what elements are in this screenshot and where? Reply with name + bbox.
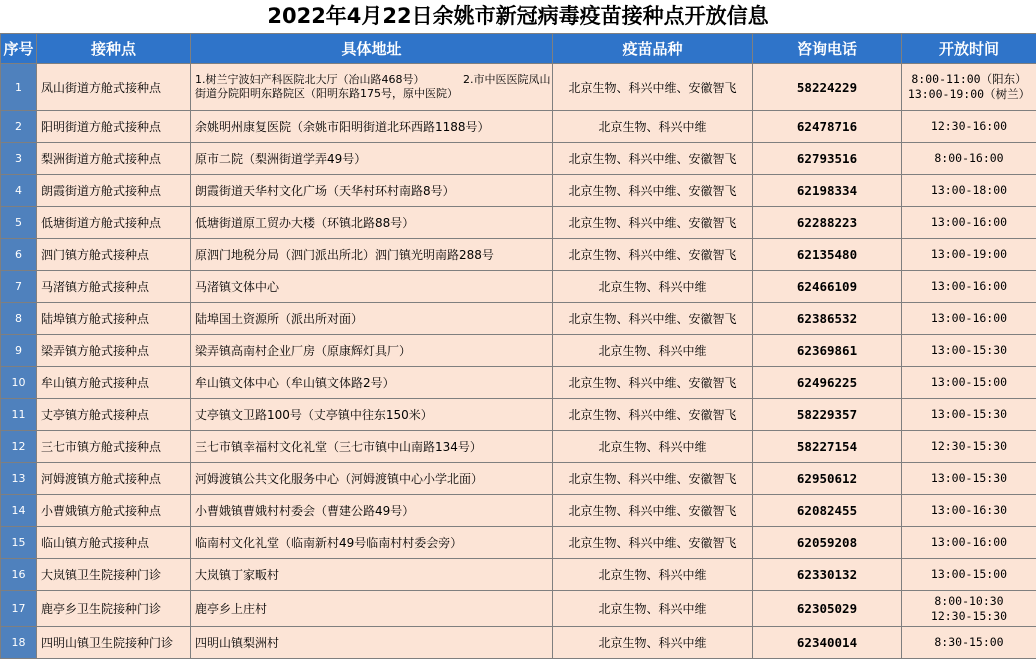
row-hours-line1: 13:00-16:00 <box>930 311 1008 325</box>
row-index: 1 <box>1 64 37 111</box>
row-address: 牟山镇文体中心（牟山镇文体路2号） <box>191 367 553 399</box>
row-site: 牟山镇方舱式接种点 <box>37 367 191 399</box>
header-address: 具体地址 <box>191 34 553 64</box>
row-address: 临南村文化礼堂（临南新村49号临南村村委会旁） <box>191 527 553 559</box>
row-site: 四明山镇卫生院接种门诊 <box>37 627 191 659</box>
row-address: 河姆渡镇公共文化服务中心（河姆渡镇中心小学北面） <box>191 463 553 495</box>
table-row <box>1 111 1036 143</box>
row-phone: 58224229 <box>753 64 902 111</box>
row-vaccine: 北京生物、科兴中维、安徽智飞 <box>553 239 753 271</box>
row-phone: 62478716 <box>753 111 902 143</box>
row-phone: 62466109 <box>753 271 902 303</box>
table-row <box>1 175 1036 207</box>
header-vaccine: 疫苗品种 <box>553 34 753 64</box>
table-row <box>1 431 1036 463</box>
row-hours-line1: 13:00-15:30 <box>930 407 1008 421</box>
row-index: 13 <box>1 463 37 495</box>
row-hours-line1: 13:00-16:00 <box>930 535 1008 549</box>
row-vaccine: 北京生物、科兴中维 <box>553 335 753 367</box>
table-row <box>1 367 1036 399</box>
row-hours <box>902 175 1036 207</box>
row-hours-line1: 12:30-16:00 <box>930 119 1008 133</box>
table-row <box>1 303 1036 335</box>
row-address: 陆埠国土资源所（派出所对面） <box>191 303 553 335</box>
row-hours <box>902 239 1036 271</box>
row-hours <box>902 143 1036 175</box>
row-phone: 62198334 <box>753 175 902 207</box>
row-phone: 58229357 <box>753 399 902 431</box>
row-hours-line1: 12:30-15:30 <box>930 439 1008 453</box>
row-hours <box>902 559 1036 591</box>
row-hours <box>902 627 1036 659</box>
table-row <box>1 239 1036 271</box>
row-hours <box>902 111 1036 143</box>
row-vaccine: 北京生物、科兴中维 <box>553 559 753 591</box>
row-phone: 62386532 <box>753 303 902 335</box>
row-index: 16 <box>1 559 37 591</box>
row-site: 阳明街道方舱式接种点 <box>37 111 191 143</box>
row-hours-line1: 8:00-11:00（阳东） <box>911 72 1027 86</box>
table-row <box>1 335 1036 367</box>
row-index: 17 <box>1 591 37 627</box>
row-index: 3 <box>1 143 37 175</box>
row-site: 河姆渡镇方舱式接种点 <box>37 463 191 495</box>
row-site: 陆埠镇方舱式接种点 <box>37 303 191 335</box>
row-phone: 62082455 <box>753 495 902 527</box>
vaccination-sites-table <box>0 33 1036 659</box>
row-index: 6 <box>1 239 37 271</box>
row-phone: 62340014 <box>753 627 902 659</box>
row-phone: 62288223 <box>753 207 902 239</box>
row-address: 原泗门地税分局（泗门派出所北）泗门镇光明南路288号 <box>191 239 553 271</box>
row-vaccine: 北京生物、科兴中维、安徽智飞 <box>553 527 753 559</box>
row-hours-line1: 13:00-15:00 <box>930 375 1008 389</box>
row-site: 鹿亭乡卫生院接种门诊 <box>37 591 191 627</box>
row-site: 梨洲街道方舱式接种点 <box>37 143 191 175</box>
row-hours <box>902 64 1036 111</box>
row-hours-line1: 8:00-10:30 <box>934 593 1004 608</box>
table-row <box>1 207 1036 239</box>
row-address: 四明山镇梨洲村 <box>191 627 553 659</box>
row-hours-line1: 8:30-15:00 <box>934 635 1004 649</box>
row-site: 低塘街道方舱式接种点 <box>37 207 191 239</box>
row-hours <box>902 335 1036 367</box>
row-vaccine: 北京生物、科兴中维、安徽智飞 <box>553 463 753 495</box>
row-hours <box>902 207 1036 239</box>
row-hours <box>902 495 1036 527</box>
row-site: 大岚镇卫生院接种门诊 <box>37 559 191 591</box>
row-hours <box>902 591 1036 627</box>
row-address: 梁弄镇高南村企业厂房（原康辉灯具厂） <box>191 335 553 367</box>
row-vaccine: 北京生物、科兴中维、安徽智飞 <box>553 303 753 335</box>
row-index: 9 <box>1 335 37 367</box>
row-index: 18 <box>1 627 37 659</box>
table-row <box>1 627 1036 659</box>
row-phone: 62059208 <box>753 527 902 559</box>
row-hours-line2: 13:00-19:00（树兰） <box>907 87 1031 101</box>
row-vaccine: 北京生物、科兴中维 <box>553 111 753 143</box>
row-site: 三七市镇方舱式接种点 <box>37 431 191 463</box>
row-phone: 58227154 <box>753 431 902 463</box>
row-address: 鹿亭乡上庄村 <box>191 591 553 627</box>
row-address: 余姚明州康复医院（余姚市阳明街道北环西路1188号） <box>191 111 553 143</box>
row-index: 2 <box>1 111 37 143</box>
row-vaccine: 北京生物、科兴中维、安徽智飞 <box>553 64 753 111</box>
row-vaccine: 北京生物、科兴中维 <box>553 431 753 463</box>
row-phone: 62950612 <box>753 463 902 495</box>
row-vaccine: 北京生物、科兴中维 <box>553 591 753 627</box>
row-address: 三七市镇幸福村文化礼堂（三七市镇中山南路134号） <box>191 431 553 463</box>
header-hours: 开放时间 <box>902 34 1036 64</box>
row-phone: 62793516 <box>753 143 902 175</box>
row-hours-line1: 8:00-16:00 <box>934 151 1004 165</box>
page-title: 2022年4月22日余姚市新冠病毒疫苗接种点开放信息 <box>267 4 769 28</box>
row-phone: 62369861 <box>753 335 902 367</box>
row-index: 12 <box>1 431 37 463</box>
row-hours <box>902 399 1036 431</box>
row-hours-line1: 13:00-19:00 <box>930 247 1008 261</box>
row-hours-line1: 13:00-16:00 <box>930 215 1008 229</box>
row-site: 小曹娥镇方舱式接种点 <box>37 495 191 527</box>
row-site: 朗霞街道方舱式接种点 <box>37 175 191 207</box>
row-site: 泗门镇方舱式接种点 <box>37 239 191 271</box>
row-phone: 62496225 <box>753 367 902 399</box>
row-hours <box>902 527 1036 559</box>
row-index: 5 <box>1 207 37 239</box>
row-site: 梁弄镇方舱式接种点 <box>37 335 191 367</box>
row-hours-line1: 13:00-16:30 <box>930 503 1008 517</box>
table-row <box>1 559 1036 591</box>
table-row <box>1 64 1036 111</box>
header-site: 接种点 <box>37 34 191 64</box>
row-vaccine: 北京生物、科兴中维、安徽智飞 <box>553 399 753 431</box>
row-hours-line1: 13:00-15:30 <box>930 343 1008 357</box>
row-hours-line1: 13:00-15:00 <box>930 567 1008 581</box>
row-index: 14 <box>1 495 37 527</box>
row-hours-line1: 13:00-15:30 <box>930 471 1008 485</box>
row-site: 丈亭镇方舱式接种点 <box>37 399 191 431</box>
table-row <box>1 399 1036 431</box>
row-vaccine: 北京生物、科兴中维 <box>553 271 753 303</box>
row-vaccine: 北京生物、科兴中维、安徽智飞 <box>553 175 753 207</box>
table-row <box>1 495 1036 527</box>
row-hours <box>902 367 1036 399</box>
header-phone: 咨询电话 <box>753 34 902 64</box>
table-row <box>1 463 1036 495</box>
row-phone: 62135480 <box>753 239 902 271</box>
row-index: 7 <box>1 271 37 303</box>
table-row <box>1 271 1036 303</box>
row-hours <box>902 303 1036 335</box>
row-index: 4 <box>1 175 37 207</box>
row-address: 1.树兰宁波妇产科医院北大厅（冶山路468号） 2.市中医医院凤山街道分院阳明东路院区（阳明东路175号，原中医院） <box>191 64 553 111</box>
row-index: 10 <box>1 367 37 399</box>
row-address: 低塘街道原工贸办大楼（环镇北路88号） <box>191 207 553 239</box>
table-row <box>1 527 1036 559</box>
table-row <box>1 143 1036 175</box>
row-hours-line1: 13:00-16:00 <box>930 279 1008 293</box>
row-address: 马渚镇文体中心 <box>191 271 553 303</box>
row-vaccine: 北京生物、科兴中维、安徽智飞 <box>553 367 753 399</box>
row-address: 原市二院（梨洲街道学弄49号） <box>191 143 553 175</box>
row-address: 朗霞街道天华村文化广场（天华村环村南路8号） <box>191 175 553 207</box>
row-address: 大岚镇丁家畈村 <box>191 559 553 591</box>
row-address: 小曹娥镇曹娥村村委会（曹建公路49号） <box>191 495 553 527</box>
row-hours-line2: 12:30-15:30 <box>930 608 1008 623</box>
row-hours-line1: 13:00-18:00 <box>930 183 1008 197</box>
row-index: 8 <box>1 303 37 335</box>
row-address: 丈亭镇文卫路100号（丈亭镇中往东150米） <box>191 399 553 431</box>
row-phone: 62330132 <box>753 559 902 591</box>
row-vaccine: 北京生物、科兴中维 <box>553 627 753 659</box>
row-index: 15 <box>1 527 37 559</box>
row-hours <box>902 431 1036 463</box>
row-site: 临山镇方舱式接种点 <box>37 527 191 559</box>
table-header-row <box>1 34 1036 64</box>
row-vaccine: 北京生物、科兴中维、安徽智飞 <box>553 495 753 527</box>
row-hours <box>902 463 1036 495</box>
row-vaccine: 北京生物、科兴中维、安徽智飞 <box>553 143 753 175</box>
table-row <box>1 591 1036 627</box>
row-hours <box>902 271 1036 303</box>
header-idx: 序号 <box>1 34 37 64</box>
row-index: 11 <box>1 399 37 431</box>
row-phone: 62305029 <box>753 591 902 627</box>
row-site: 马渚镇方舱式接种点 <box>37 271 191 303</box>
row-site: 凤山街道方舱式接种点 <box>37 64 191 111</box>
row-vaccine: 北京生物、科兴中维、安徽智飞 <box>553 207 753 239</box>
